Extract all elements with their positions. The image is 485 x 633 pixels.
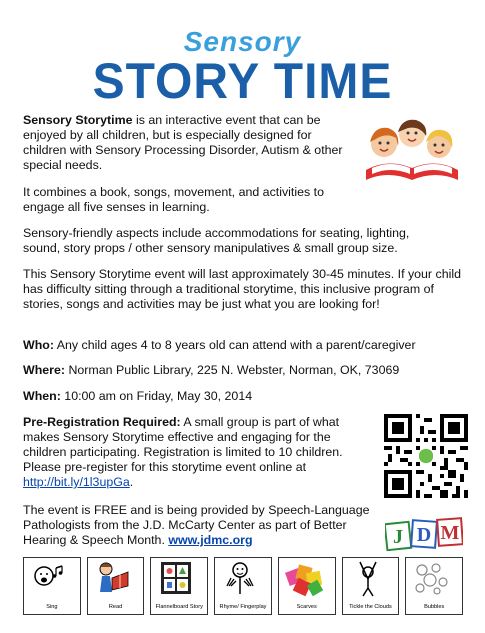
sing-icon: [28, 560, 70, 598]
icon-card-read: [87, 557, 145, 615]
icon-card-fingerplay: [214, 557, 272, 615]
footer-text: The event is FREE and is being provided by Speech-Language Pathologists from the J.D. McCarty Center as part of Better Hearing & Speech Month.: [23, 503, 370, 547]
icon-label: Sing: [46, 604, 58, 610]
bubbles-icon: [410, 560, 452, 598]
where-line: [23, 363, 463, 378]
jdm-letter-d: D: [416, 524, 432, 546]
icon-card-sing: [23, 557, 81, 615]
jdm-logo: [385, 517, 463, 551]
who-text: Any child ages 4 to 8 years old can attend with a parent/caregiver: [53, 338, 416, 352]
jdm-letter-m: M: [440, 522, 460, 544]
icon-label: Read: [108, 604, 123, 610]
activity-icons: [23, 557, 463, 615]
who-line: [23, 338, 463, 353]
paragraph-sensory-friendly: Sensory-friendly aspects include accommodations for seating, lighting, sound, story props / other sensory manipulatives & small group size.: [23, 226, 410, 255]
preregistration-paragraph: [23, 415, 358, 490]
title-sensory: Sensory: [183, 26, 302, 57]
who-label: Who:: [23, 338, 54, 352]
prereg-after: .: [129, 475, 134, 489]
tickle-clouds-icon: [347, 560, 389, 598]
intro-lead: Sensory Storytime: [23, 113, 133, 127]
registration-link[interactable]: http://bit.ly/1l3upGa: [23, 475, 130, 489]
icon-label: Scarves: [296, 604, 317, 610]
icon-card-flannelboard: [150, 557, 208, 615]
flannelboard-icon: [155, 560, 197, 598]
footer-paragraph: [23, 503, 383, 548]
qr-code: [384, 414, 468, 498]
scarves-icon: [283, 560, 325, 598]
icon-label: Tickle the Clouds: [349, 604, 392, 610]
when-text: 10:00 am on Friday, May 30, 2014: [60, 389, 253, 403]
prereg-text: A small group is part of what makes Sensory Storytime effective and engaging for the children participating. Registration is limited to 10 children. Please pre-register for this storytime event online at: [23, 415, 343, 474]
jdm-letter-j: J: [393, 526, 403, 548]
kids-reading-illustration: [362, 118, 462, 190]
icon-label: Rhyme/ Fingerplay: [219, 604, 267, 610]
paragraph-duration: This Sensory Storytime event will last approximately 30-45 minutes. If your child has difficulty sitting through a traditional storytime, this inclusive program of stories, songs and activities may be just what you are looking for!: [23, 267, 461, 311]
icon-label: Flannelboard Story: [155, 604, 203, 610]
title-story-time: STORY TIME: [92, 53, 393, 110]
icon-card-tickle-clouds: [342, 557, 400, 615]
paragraph-senses: It combines a book, songs, movement, and activities to engage all five senses in learning.: [23, 185, 324, 214]
title-banner: [0, 22, 485, 110]
where-label: Where:: [23, 363, 65, 377]
fingerplay-icon: [219, 560, 261, 598]
icon-card-scarves: [278, 557, 336, 615]
intro-text: is an interactive event that can be enjoyed by all children, but is especially designed for children with Sensory Processing Disorder, Autism & other special needs.: [23, 113, 343, 172]
intro-paragraph: [23, 113, 353, 173]
icon-label: Bubbles: [424, 604, 445, 610]
icon-card-bubbles: [405, 557, 463, 615]
jdmc-link[interactable]: www.jdmc.org: [168, 533, 253, 547]
where-text: Norman Public Library, 225 N. Webster, Norman, OK, 73069: [65, 363, 400, 377]
prereg-label: Pre-Registration Required:: [23, 415, 181, 429]
when-label: When:: [23, 389, 61, 403]
read-icon: [92, 560, 134, 598]
when-line: [23, 389, 463, 404]
